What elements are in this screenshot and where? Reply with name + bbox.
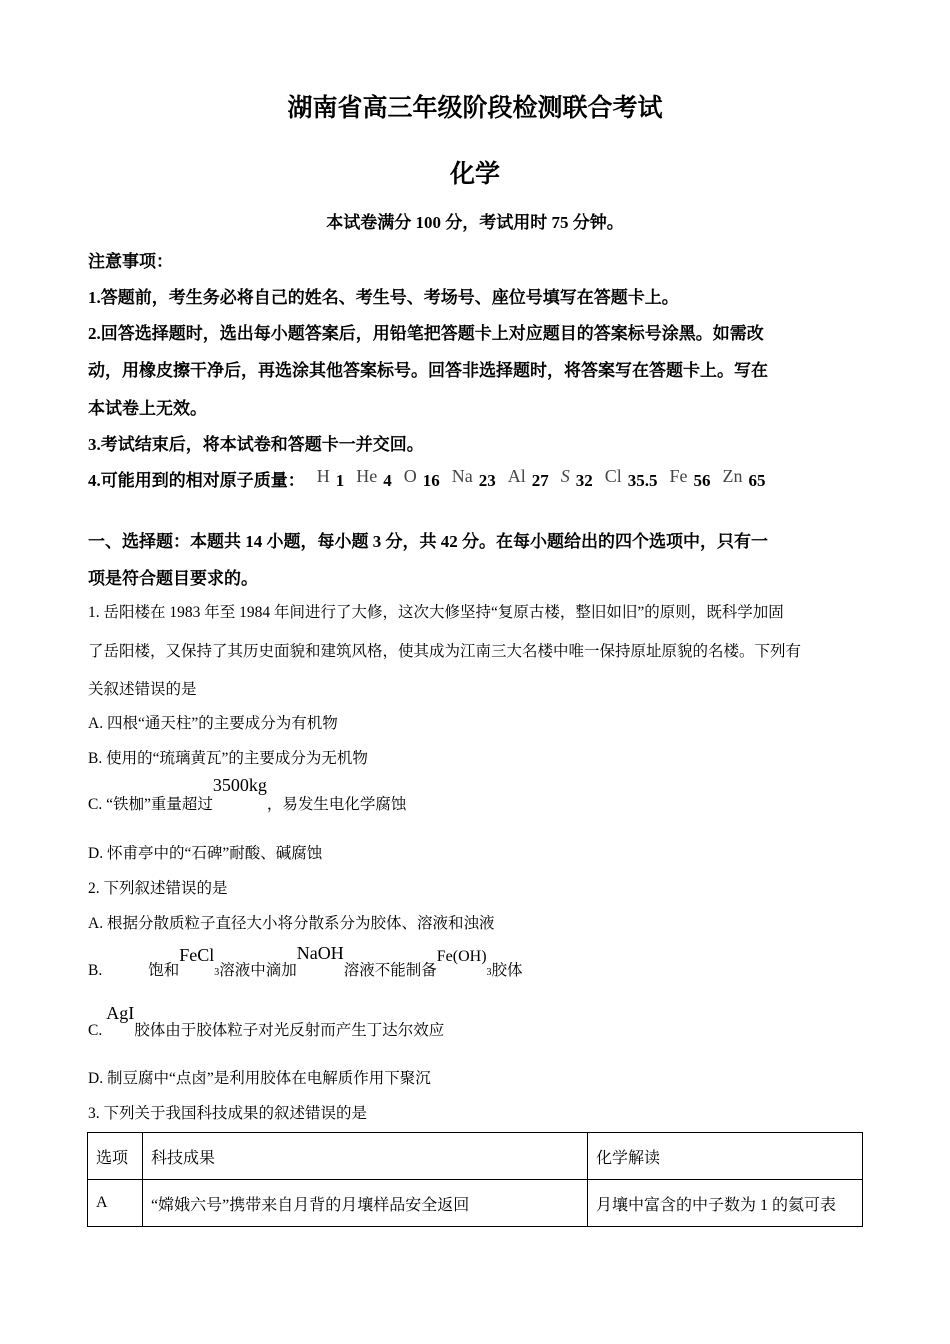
q1-option-c-suffix: ，易发生电化学腐蚀 <box>266 796 407 813</box>
q2-option-b-label: B. <box>88 962 103 979</box>
notes-heading: 注意事项： <box>88 252 173 271</box>
q1-option-c <box>88 775 863 813</box>
q2-option-b-text: 溶液不能制备 <box>343 962 437 979</box>
note-item-3: 3.考试结束后，将本试卷和答题卡一并交回。 <box>88 435 424 454</box>
note-item-4 <box>88 466 863 491</box>
exam-title: 湖南省高三年级阶段检测联合考试 <box>287 95 663 122</box>
atomic-mass: 56 <box>693 471 711 490</box>
element-symbol: Cl <box>604 466 622 486</box>
q2-stem: 2. 下列叙述错误的是 <box>88 880 228 897</box>
q2-option-b <box>88 943 863 979</box>
element-symbol: Fe <box>669 466 688 486</box>
note-item-1: 1.答题前，考生务必将自己的姓名、考生号、考场号、座位号填写在答题卡上。 <box>88 288 679 307</box>
table-header-cell: 选项 <box>88 1133 143 1180</box>
q3-stem: 3. 下列关于我国科技成果的叙述错误的是 <box>88 1105 368 1122</box>
q2-option-d: D. 制豆腐中“点卤”是利用胶体在电解质作用下聚沉 <box>88 1070 431 1087</box>
table-cell: “嫦娥六号”携带来自月背的月壤样品安全返回 <box>143 1180 588 1227</box>
atomic-mass: 23 <box>478 471 496 490</box>
formula <box>436 948 492 978</box>
subject-title: 化学 <box>449 161 500 188</box>
formula-text: Fe(OH) <box>436 948 487 965</box>
q3-table <box>87 1132 863 1227</box>
formula: 3500kg <box>212 775 267 795</box>
q1-option-d: D. 怀甫亭中的“石碑”耐酸、碱腐蚀 <box>88 845 323 862</box>
element-symbol: He <box>356 466 378 486</box>
atomic-mass: 65 <box>748 471 766 490</box>
q2-option-b-text: 胶体 <box>491 962 523 979</box>
q1-stem-line-2: 了岳阳楼，又保持了其历史面貌和建筑风格，使其成为江南三大名楼中唯一保持原址原貌的名楼。下列有 <box>88 643 802 660</box>
atomic-mass: 32 <box>575 471 593 490</box>
q2-option-b-text: 溶液中滴加 <box>219 962 297 979</box>
atomic-mass: 27 <box>531 471 549 490</box>
table-cell: 月壤中富含的中子数为 1 的氦可表 <box>588 1180 863 1227</box>
element-symbol: H <box>316 466 330 486</box>
atomic-mass: 35.5 <box>627 471 658 490</box>
q1-option-a: A. 四根“通天柱”的主要成分为有机物 <box>88 715 338 732</box>
table-header-cell: 化学解读 <box>588 1133 863 1180</box>
exam-info: 本试卷满分 100 分，考试用时 75 分钟。 <box>326 213 624 232</box>
table-cell: A <box>88 1180 143 1227</box>
atomic-mass: 16 <box>422 471 440 490</box>
formula: NaOH <box>296 943 344 963</box>
q2-option-c <box>88 1002 863 1039</box>
note-item-2-line-1: 2.回答选择题时，选出每小题答案后，用铅笔把答题卡上对应题目的答案标号涂黑。如需改 <box>88 324 764 343</box>
element-symbol: S <box>560 466 570 486</box>
formula-subscript: 3 <box>486 967 492 978</box>
table-header-cell: 科技成果 <box>143 1133 588 1180</box>
q2-option-b-text: 饱和 <box>148 962 180 979</box>
formula-subscript: 3 <box>214 967 220 978</box>
atomic-mass: 4 <box>383 471 392 490</box>
note-item-2-line-2: 动，用橡皮擦干净后，再选涂其他答案标号。回答非选择题时，将答案写在答题卡上。写在 <box>88 361 768 380</box>
q1-stem-line-1: 1. 岳阳楼在 1983 年至 1984 年间进行了大修，这次大修坚持“复原古楼，整旧如旧”的原则，既科学加固 <box>88 604 784 621</box>
note-item-2-line-3: 本试卷上无效。 <box>88 399 207 418</box>
section-1-heading-line-2: 项是符合题目要求的。 <box>88 569 258 588</box>
table-row <box>88 1180 863 1227</box>
q1-option-b: B. 使用的“琉璃黄瓦”的主要成分为无机物 <box>88 750 368 767</box>
atomic-mass: 1 <box>335 471 345 490</box>
q2-option-c-text: 胶体由于胶体粒子对光反射而产生丁达尔效应 <box>134 1022 445 1039</box>
element-symbol: O <box>403 466 417 486</box>
formula: AgI <box>106 1003 135 1023</box>
atomic-mass-label: 4.可能用到的相对原子质量： <box>88 471 305 490</box>
q1-stem-line-3: 关叙述错误的是 <box>88 681 197 698</box>
element-symbol: Zn <box>722 466 743 486</box>
formula <box>179 945 220 978</box>
q2-option-c-label: C. <box>88 1022 103 1039</box>
formula-text: FeCl <box>179 945 215 965</box>
section-1-heading-line-1: 一、选择题：本题共 14 小题，每小题 3 分，共 42 分。在每小题给出的四个选项中，只有一 <box>88 532 768 551</box>
element-symbol: Na <box>451 466 473 486</box>
q2-option-a: A. 根据分散质粒子直径大小将分散系分为胶体、溶液和浊液 <box>88 915 495 932</box>
element-symbol: Al <box>507 466 526 486</box>
table-header-row <box>88 1133 863 1180</box>
q1-option-c-prefix: C. “铁枷”重量超过 <box>88 796 213 813</box>
